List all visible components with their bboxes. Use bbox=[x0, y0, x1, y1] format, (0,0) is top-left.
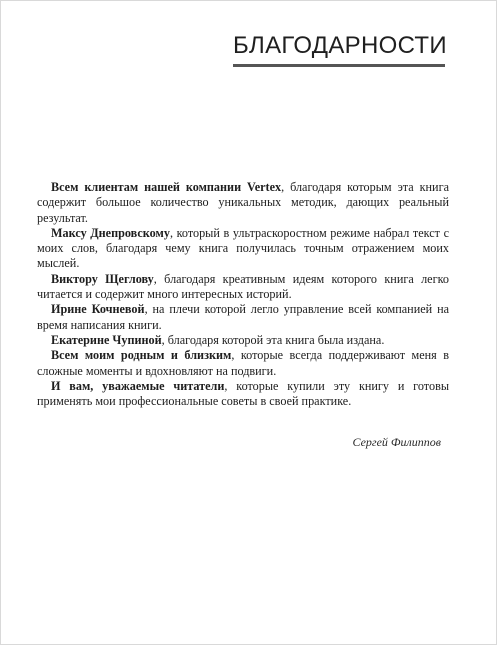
paragraph bbox=[37, 333, 449, 348]
paragraph-bold-lead: Максу Днепровскому bbox=[51, 225, 170, 240]
paragraph-text: , которые всегда поддерживают меня в сложные моменты и вдохновляют на подвиги. bbox=[37, 348, 449, 378]
paragraph bbox=[37, 180, 449, 226]
paragraph-bold-lead: Всем клиентам нашей компании Vertex bbox=[51, 180, 282, 194]
author-signature: Сергей Филиппов bbox=[352, 435, 441, 449]
paragraph bbox=[37, 379, 449, 410]
page-title: БЛАГОДАРНОСТИ bbox=[233, 32, 447, 59]
title-underline bbox=[233, 64, 445, 67]
paragraph-bold-lead: Екатерине Чупиной bbox=[51, 332, 162, 347]
paragraph-text: , которые купили эту книгу и готовы применять мои профессиональные советы в своей практике. bbox=[37, 378, 450, 409]
paragraph bbox=[37, 226, 449, 272]
paragraph bbox=[37, 272, 449, 303]
page-heading bbox=[233, 31, 445, 67]
paragraph-text: , который в ультраскоростном режиме набрал текст с моих слов, благодаря чему книга получилась точным отражением моих мыслей. bbox=[37, 225, 449, 271]
paragraph-bold-lead: И вам, уважаемые читатели bbox=[51, 378, 225, 393]
paragraph-text: , благодаря креативным идеям которого книга легко читается и содержит много интересных историй. bbox=[37, 271, 449, 302]
paragraph bbox=[37, 348, 449, 379]
paragraph-bold-lead: Всем моим родным и близким bbox=[51, 348, 232, 363]
paragraph bbox=[37, 302, 449, 333]
paragraph-text: , благодаря которым эта книга содержит большое количество уникальных методик, дающих реальный результат. bbox=[37, 180, 449, 225]
paragraph-bold-lead: Виктору Щеглову bbox=[51, 271, 154, 286]
acknowledgements-text bbox=[37, 180, 449, 409]
paragraph-bold-lead: Ирине Кочневой bbox=[51, 302, 145, 317]
paragraph-text: , на плечи которой легло управление всей компанией на время написания книги. bbox=[37, 302, 450, 332]
paragraph-text: , благодаря которой эта книга была издана. bbox=[161, 332, 385, 347]
